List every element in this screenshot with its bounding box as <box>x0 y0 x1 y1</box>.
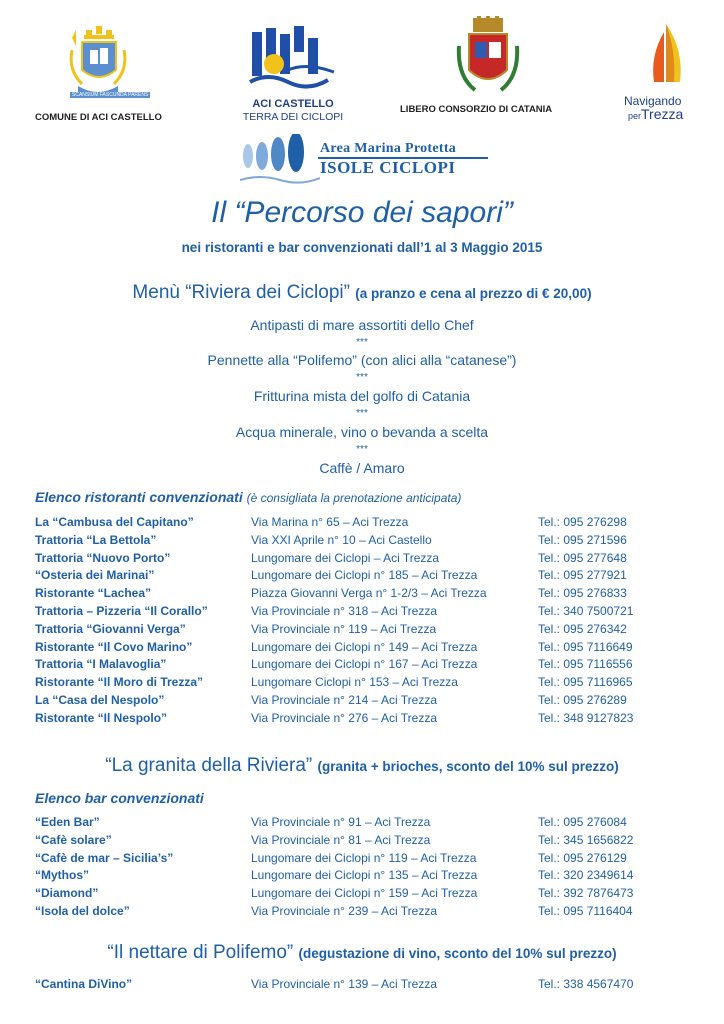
venue-address: Via Provinciale n° 239 – Aci Trezza <box>251 904 438 918</box>
venue-name: La “Casa del Nespolo” <box>35 693 165 707</box>
venue-address: Via Provinciale n° 91 – Aci Trezza <box>251 815 431 829</box>
granita-note: (granita + brioches, sconto del 10% sul prezzo) <box>317 759 619 774</box>
menu-course: Fritturina mista del golfo di Catania <box>253 388 471 404</box>
venue-name: Trattoria “La Bettola” <box>35 532 157 547</box>
list-item <box>0 604 724 622</box>
menu-price-note: (a pranzo e cena al prezzo di € 20,00) <box>355 286 592 301</box>
navigando-line1: Navigando <box>624 94 682 108</box>
granita-name: “La granita della Riviera” <box>105 755 313 776</box>
list-item <box>0 886 724 904</box>
venue-address: Lungomare dei Ciclopi n° 167 – Aci Trezza <box>251 657 478 672</box>
venue-name: Trattoria – Pizzeria “Il Corallo” <box>35 604 208 618</box>
list-item <box>0 711 724 729</box>
venue-name: Ristorante “Il Moro di Trezza” <box>35 675 204 690</box>
venue-address: Via XXI Aprile n° 10 – Aci Castello <box>251 532 432 547</box>
list-item <box>0 977 724 995</box>
navigando-line2 <box>628 106 683 122</box>
amp-line1: Area Marina Protetta <box>320 141 457 156</box>
venue-address: Via Provinciale n° 214 – Aci Trezza <box>251 693 438 707</box>
page-title: Il “Percorso dei sapori” <box>211 196 513 229</box>
venue-address: Via Provinciale n° 81 – Aci Trezza <box>251 832 431 847</box>
venue-address: Lungomare Ciclopi n° 153 – Aci Trezza <box>251 675 458 690</box>
venue-phone: Tel.: 095 276298 <box>538 515 627 529</box>
aci-castello-terra-logo-icon <box>248 24 338 94</box>
list-item <box>0 833 724 851</box>
venue-address: Via Provinciale n° 139 – Aci Trezza <box>251 977 438 991</box>
venue-phone: Tel.: 392 7876473 <box>538 886 634 901</box>
list-item <box>0 675 724 693</box>
nettare-heading <box>0 942 724 964</box>
venue-phone: Tel.: 095 276833 <box>538 586 627 601</box>
restaurants-heading <box>35 489 461 505</box>
venue-address: Lungomare dei Ciclopi n° 159 – Aci Trezza <box>251 886 478 901</box>
consorzio-caption: LIBERO CONSORZIO DI CATANIA <box>400 104 553 115</box>
venue-phone: Tel.: 095 271596 <box>538 532 627 547</box>
venue-name: “Mythos” <box>35 868 89 883</box>
venue-name: Trattoria “I Malavoglia” <box>35 657 167 672</box>
venue-name: Ristorante “Lachea” <box>35 586 152 601</box>
venue-phone: Tel.: 340 7500721 <box>538 604 634 618</box>
bars-heading: Elenco bar convenzionati <box>35 790 204 806</box>
aci-castello-line1: ACI CASTELLO <box>252 98 334 110</box>
menu-separator: *** <box>356 408 368 419</box>
nettare-note: (degustazione di vino, sconto del 10% sul prezzo) <box>298 946 617 961</box>
venue-address: Lungomare dei Ciclopi – Aci Trezza <box>251 550 440 565</box>
venue-name: “Cafè solare” <box>35 832 112 847</box>
venue-name: “Cantina DiVino” <box>35 977 133 991</box>
list-item <box>0 904 724 922</box>
aci-castello-line2: TERRA DEI CICLOPI <box>242 111 344 123</box>
venue-address: Lungomare dei Ciclopi n° 149 – Aci Trezza <box>251 639 478 654</box>
venue-phone: Tel.: 095 7116404 <box>538 904 633 918</box>
venue-name: “Diamond” <box>35 886 99 901</box>
venue-address: Lungomare dei Ciclopi n° 119 – Aci Trezza <box>251 850 477 865</box>
venue-phone: Tel.: 348 9127823 <box>538 710 634 725</box>
menu-course: Caffè / Amaro <box>319 460 405 476</box>
page-subtitle: nei ristoranti e bar convenzionati dall’1 al 3 Maggio 2015 <box>181 240 543 255</box>
venue-phone: Tel.: 338 4567470 <box>538 977 634 991</box>
list-item <box>0 622 724 640</box>
venue-phone: Tel.: 095 7116965 <box>538 675 633 690</box>
list-item <box>0 515 724 533</box>
list-item <box>0 533 724 551</box>
venue-name: Trattoria “Giovanni Verga” <box>35 621 186 636</box>
venue-phone: Tel.: 320 2349614 <box>538 868 634 883</box>
navigando-trezza: Trezza <box>641 106 684 122</box>
list-item <box>0 657 724 675</box>
venue-name: “Osteria dei Marinai” <box>35 568 155 583</box>
crest-motto: SCANSIUM FASCUNDA PARENS <box>72 92 149 98</box>
navigando-per: per <box>628 111 642 121</box>
menu-course: Antipasti di mare assortiti dello Chef <box>250 317 474 333</box>
menu-heading <box>0 282 724 304</box>
nettare-name: “Il nettare di Polifemo” <box>107 942 294 963</box>
venue-phone: Tel.: 345 1656822 <box>538 832 634 847</box>
venue-name: Ristorante “Il Covo Marino” <box>35 639 193 654</box>
restaurants-heading-text: Elenco ristoranti convenzionati <box>35 489 243 505</box>
granita-heading <box>0 755 724 777</box>
venue-name: “Eden Bar” <box>35 815 100 829</box>
menu-course: Acqua minerale, vino o bevanda a scelta <box>235 424 489 440</box>
list-item <box>0 586 724 604</box>
list-item <box>0 551 724 569</box>
venue-name: Ristorante “Il Nespolo” <box>35 710 168 725</box>
venue-address: Via Provinciale n° 318 – Aci Trezza <box>251 604 438 618</box>
venue-phone: Tel.: 095 276084 <box>538 815 627 829</box>
venue-phone: Tel.: 095 277648 <box>538 550 627 565</box>
menu-separator: *** <box>356 444 368 455</box>
venue-phone: Tel.: 095 7116649 <box>538 639 633 654</box>
venue-name: “Isola del dolce” <box>35 904 130 918</box>
menu-separator: *** <box>356 337 368 348</box>
isole-ciclopi-logo-icon <box>240 134 320 186</box>
venue-name: Trattoria “Nuovo Porto” <box>35 550 171 565</box>
list-item <box>0 640 724 658</box>
menu-separator: *** <box>356 372 368 383</box>
venue-phone: Tel.: 095 276342 <box>538 621 627 636</box>
sail-logo-icon <box>636 20 696 88</box>
list-item <box>0 693 724 711</box>
venue-name: “Cafè de mar – Sicilia’s” <box>35 850 174 865</box>
restaurants-note: (è consigliata la prenotazione anticipata) <box>246 491 462 505</box>
venue-address: Piazza Giovanni Verga n° 1-2/3 – Aci Trezza <box>251 586 487 601</box>
comune-caption: COMUNE DI ACI CASTELLO <box>35 112 162 123</box>
list-item <box>0 815 724 833</box>
catania-crest-icon <box>455 16 521 100</box>
venue-phone: Tel.: 095 277921 <box>538 568 627 583</box>
venue-phone: Tel.: 095 276129 <box>538 850 627 865</box>
venue-address: Via Provinciale n° 119 – Aci Trezza <box>251 621 437 636</box>
menu-course: Pennette alla “Polifemo” (con alici alla “catanese”) <box>207 352 517 368</box>
venue-address: Lungomare dei Ciclopi n° 135 – Aci Trezza <box>251 868 478 883</box>
venue-phone: Tel.: 095 7116556 <box>538 657 633 672</box>
venue-name: La “Cambusa del Capitano” <box>35 515 194 529</box>
list-item <box>0 851 724 869</box>
list-item <box>0 868 724 886</box>
venue-address: Lungomare dei Ciclopi n° 185 – Aci Trezza <box>251 568 478 583</box>
list-item <box>0 568 724 586</box>
amp-line2: ISOLE CICLOPI <box>320 158 456 177</box>
venue-address: Via Marina n° 65 – Aci Trezza <box>251 515 409 529</box>
venue-phone: Tel.: 095 276289 <box>538 693 627 707</box>
menu-name: Menù “Riviera dei Ciclopi” <box>132 282 350 303</box>
venue-address: Via Provinciale n° 276 – Aci Trezza <box>251 710 438 725</box>
